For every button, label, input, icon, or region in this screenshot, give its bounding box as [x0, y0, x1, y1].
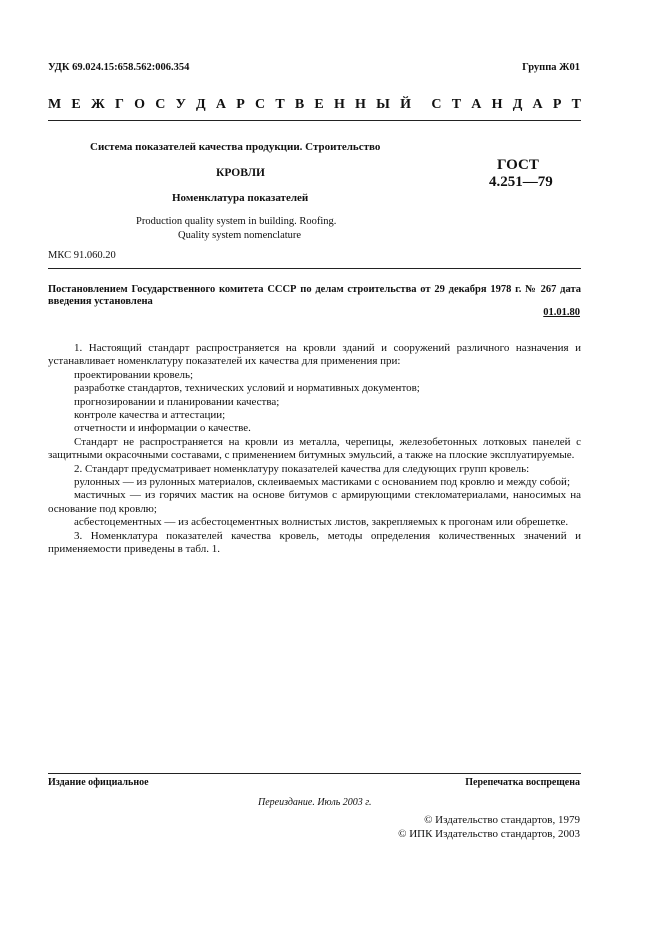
banner-letter: Р	[552, 97, 562, 112]
banner-letter: С	[155, 97, 166, 112]
english-title-line1: Production quality system in building. Roofing.	[136, 216, 337, 227]
decree-text: Постановлением Государственного комитета СССР по делам строительства от 29 декабря 1978 г. № 267 дата введения установлена	[48, 284, 581, 307]
group-code: Группа Ж01	[522, 62, 580, 73]
document-body	[48, 342, 581, 557]
list-item: рулонных — из рулонных материалов, склеиваемых мастиками с основанием под кровлю и между собой;	[74, 476, 570, 489]
banner-letter: М	[48, 97, 62, 112]
english-title-line2: Quality system nomenclature	[178, 230, 302, 241]
banner-letter: Т	[275, 97, 285, 112]
banner-letter: Й	[400, 97, 411, 112]
copyright-1979: © Издательство стандартов, 1979	[424, 814, 580, 826]
banner-letter: Ы	[376, 97, 390, 112]
banner-letter: С	[431, 97, 442, 112]
banner-letter: Т	[571, 97, 581, 112]
effective-date: 01.01.80	[543, 307, 580, 318]
udk-code: УДК 69.024.15:658.562:006.354	[48, 62, 190, 73]
banner-letter: Т	[451, 97, 462, 112]
interstate-standard-banner	[48, 97, 581, 113]
banner-letter: А	[532, 97, 543, 112]
banner-letter: А	[471, 97, 482, 112]
banner-letter: Г	[115, 97, 124, 112]
gost-label: ГОСТ	[497, 157, 539, 173]
banner-letter: Ж	[90, 97, 105, 112]
banner-letter: Р	[236, 97, 245, 112]
rule-footer	[48, 773, 581, 774]
banner-letter: О	[134, 97, 146, 112]
reissue-note: Переиздание. Июль 2003 г.	[258, 797, 372, 808]
list-item: контроле качества и аттестации;	[74, 409, 226, 422]
reprint-prohibited: Перепечатка воспрещена	[465, 777, 580, 788]
list-item: асбестоцементных — из асбестоцементных волнистых листов, закрепляемых к прогонам или обрешетке.	[74, 516, 569, 529]
banner-letter: Н	[333, 97, 345, 112]
list-item: проектировании кровель;	[74, 368, 194, 381]
paragraph-1: 1. Настоящий стандарт распространяется на кровли зданий и сооружений различного назначения и устанавливает номенклатуру показателей их качества для применения при:	[48, 342, 581, 368]
mks-code: МКС 91.060.20	[48, 250, 116, 261]
list-item: прогнозировании и планировании качества;	[74, 395, 280, 408]
banner-letter: С	[254, 97, 266, 112]
standard-name: КРОВЛИ	[216, 167, 265, 179]
gost-number: 4.251—79	[489, 174, 553, 190]
paragraph-2: 2. Стандарт предусматривает номенклатуру показателей качества для следующих групп кровель:	[74, 462, 530, 475]
banner-letter: У	[175, 97, 186, 112]
banner-letter: В	[294, 97, 305, 112]
list-item: мастичных — из горячих мастик на основе битумов с армирующими стекломатериалами, наносимых на основание под кровлю;	[48, 489, 581, 515]
banner-letter: Н	[355, 97, 366, 112]
paragraph-scope-exclusion: Стандарт не распространяется на кровли из металла, черепицы, железобетонных лотковых панелей с защитными окрасочными составами, с применением битумных эмульсий, а также на плоские эксплуатируемые.	[48, 435, 581, 462]
rule-top	[48, 120, 581, 121]
list-item: разработке стандартов, технических условий и нормативных документов;	[74, 382, 420, 395]
banner-letter: А	[215, 97, 227, 112]
banner-letter: Е	[71, 97, 81, 112]
copyright-2003: © ИПК Издательство стандартов, 2003	[398, 828, 580, 840]
paragraph-3: 3. Номенклатура показателей качества кровель, методы определения количественных значений и применяемости приведены в табл. 1.	[48, 529, 581, 556]
banner-letter: Е	[314, 97, 324, 112]
list-item: отчетности и информации о качестве.	[74, 422, 251, 435]
system-title: Система показателей качества продукции. Строительство	[90, 141, 381, 153]
banner-letter: Д	[512, 97, 523, 112]
banner-letter: Д	[196, 97, 206, 112]
rule-middle	[48, 268, 581, 269]
standard-subtitle: Номенклатура показателей	[172, 192, 309, 204]
banner-letter: Н	[491, 97, 503, 112]
official-edition: Издание официальное	[48, 777, 149, 788]
